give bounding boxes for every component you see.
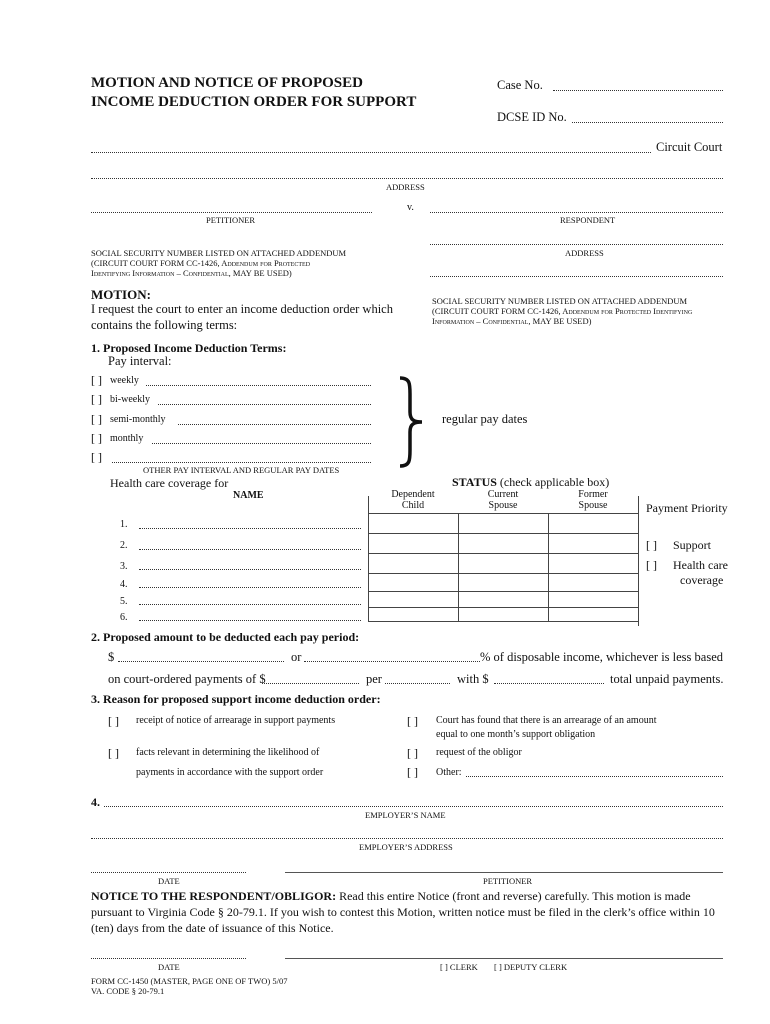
status-cell[interactable] bbox=[549, 514, 639, 534]
biweekly-label: bi-weekly bbox=[110, 394, 150, 405]
per-label: per bbox=[366, 672, 382, 686]
status-cell[interactable] bbox=[459, 574, 549, 592]
dcse-id-field[interactable] bbox=[572, 122, 723, 123]
status-cell[interactable] bbox=[369, 554, 459, 574]
status-cell[interactable] bbox=[459, 554, 549, 574]
per-field[interactable] bbox=[385, 683, 450, 684]
percent-field[interactable] bbox=[304, 661, 480, 662]
ssn-left-line3: Identifying Information – Confidential, MAY BE USED) bbox=[91, 268, 292, 278]
status-grid bbox=[368, 513, 639, 622]
section1-heading: 1. Proposed Income Deduction Terms: bbox=[91, 341, 287, 355]
percent-text: % of disposable income, whichever is less based bbox=[480, 650, 723, 664]
respondent-address-field-2[interactable] bbox=[430, 276, 723, 277]
status-cell[interactable] bbox=[459, 608, 549, 622]
court-ordered-label: on court-ordered payments of $ bbox=[108, 672, 266, 686]
status-cell[interactable] bbox=[459, 592, 549, 608]
reason-right-1b: equal to one month’s support obligation bbox=[436, 729, 596, 740]
case-no-field[interactable] bbox=[553, 90, 723, 91]
form-title-line2: INCOME DEDUCTION ORDER FOR SUPPORT bbox=[91, 94, 417, 110]
weekly-dots bbox=[146, 385, 371, 386]
dependent-child-header: Dependent Child bbox=[391, 489, 435, 511]
semimonthly-dots bbox=[178, 424, 371, 425]
notice-line3: (ten) days from the date of issuance of this Notice. bbox=[91, 921, 334, 935]
weekly-checkbox[interactable]: [ ] bbox=[91, 373, 102, 387]
pay-interval-label: Pay interval: bbox=[108, 354, 172, 368]
ssn-left-line1: SOCIAL SECURITY NUMBER LISTED ON ATTACHED ADDENDUM bbox=[91, 248, 347, 258]
status-cell[interactable] bbox=[369, 514, 459, 534]
name-field-3[interactable] bbox=[139, 569, 361, 570]
status-cell[interactable] bbox=[549, 554, 639, 574]
ssn-right-line1: SOCIAL SECURITY NUMBER LISTED ON ATTACHED ADDENDUM bbox=[432, 296, 688, 306]
reason-checkbox-3[interactable]: [ ] bbox=[407, 714, 418, 728]
section4-number: 4. bbox=[91, 795, 100, 809]
reason-checkbox-1[interactable]: [ ] bbox=[108, 714, 119, 728]
weekly-label: weekly bbox=[110, 375, 139, 386]
status-cell[interactable] bbox=[369, 608, 459, 622]
reason-right-1a: Court has found that there is an arrearage of an amount bbox=[436, 715, 657, 726]
amount-field[interactable] bbox=[118, 661, 284, 662]
status-cell[interactable] bbox=[459, 534, 549, 554]
with-label: with $ bbox=[457, 672, 489, 686]
semimonthly-label: semi-monthly bbox=[110, 414, 166, 425]
status-cell[interactable] bbox=[549, 534, 639, 554]
grid-divider bbox=[368, 496, 369, 514]
address-field[interactable] bbox=[91, 178, 723, 179]
other-interval-label: OTHER PAY INTERVAL AND REGULAR PAY DATES bbox=[143, 465, 340, 475]
name-column-header: NAME bbox=[233, 490, 264, 501]
health-care-priority-label-2: coverage bbox=[680, 573, 724, 587]
monthly-label: monthly bbox=[110, 433, 144, 444]
versus-label: v. bbox=[407, 202, 414, 213]
date-label: DATE bbox=[158, 876, 180, 886]
reason-right-3: Other: bbox=[436, 767, 462, 778]
health-care-label: Health care coverage for bbox=[110, 476, 229, 490]
health-care-checkbox[interactable]: [ ] bbox=[646, 558, 657, 572]
ssn-right-line2: (CIRCUIT COURT FORM CC-1426, Addendum for Protected Identifying bbox=[432, 306, 693, 316]
biweekly-dots bbox=[158, 404, 371, 405]
support-checkbox[interactable]: [ ] bbox=[646, 538, 657, 552]
reason-right-2: request of the obligor bbox=[436, 747, 522, 758]
notice-line2: pursuant to Virginia Code § 20-79.1. If you wish to contest this Motion, written notice must be filed in the clerk’s office within 10 bbox=[91, 905, 715, 919]
payment-priority-label: Payment Priority bbox=[646, 501, 728, 515]
respondent-address-label: ADDRESS bbox=[565, 248, 604, 258]
grid-divider bbox=[638, 496, 639, 626]
reason-left-2b: payments in accordance with the support order bbox=[136, 767, 324, 778]
reason-left-1: receipt of notice of arrearage in support payments bbox=[136, 715, 336, 726]
other-reason-field[interactable] bbox=[466, 776, 723, 777]
former-spouse-header: Former Spouse bbox=[578, 489, 608, 511]
dollar-sign: $ bbox=[108, 650, 115, 664]
row-number: 5. bbox=[120, 596, 128, 607]
status-cell[interactable] bbox=[549, 574, 639, 592]
motion-text-line2: contains the following terms: bbox=[91, 318, 238, 332]
row-number: 6. bbox=[120, 612, 128, 623]
address-label: ADDRESS bbox=[386, 182, 425, 192]
right-brace-icon bbox=[394, 376, 428, 468]
form-number: FORM CC-1450 (MASTER, PAGE ONE OF TWO) 5/07 bbox=[91, 976, 288, 986]
petitioner-label: PETITIONER bbox=[206, 215, 256, 225]
reason-checkbox-2[interactable]: [ ] bbox=[108, 746, 119, 760]
with-field[interactable] bbox=[494, 683, 604, 684]
form-title-line1: MOTION AND NOTICE OF PROPOSED bbox=[91, 75, 363, 91]
clerk-checkbox[interactable]: [ ] CLERK bbox=[440, 962, 478, 972]
motion-text-line1: I request the court to enter an income deduction order which bbox=[91, 302, 393, 316]
row-number: 3. bbox=[120, 561, 128, 572]
footer-date-label: DATE bbox=[158, 962, 180, 972]
status-heading: STATUS (check applicable box) bbox=[452, 475, 610, 489]
semimonthly-checkbox[interactable]: [ ] bbox=[91, 412, 102, 426]
motion-heading: MOTION: bbox=[91, 287, 151, 302]
va-code: VA. CODE § 20-79.1 bbox=[91, 986, 165, 996]
reason-left-2a: facts relevant in determining the likelihood of bbox=[136, 747, 320, 758]
other-interval-checkbox[interactable]: [ ] bbox=[91, 450, 102, 464]
deputy-clerk-checkbox[interactable]: [ ] DEPUTY CLERK bbox=[494, 962, 568, 972]
respondent-label: RESPONDENT bbox=[560, 215, 616, 225]
reason-checkbox-5[interactable]: [ ] bbox=[407, 765, 418, 779]
health-care-priority-label: Health care bbox=[673, 558, 728, 572]
current-spouse-header: Current Spouse bbox=[487, 489, 519, 511]
status-cell[interactable] bbox=[369, 592, 459, 608]
date-field[interactable] bbox=[91, 872, 246, 873]
circuit-court-label: Circuit Court bbox=[656, 140, 723, 154]
reason-checkbox-4[interactable]: [ ] bbox=[407, 746, 418, 760]
other-interval-field[interactable] bbox=[112, 462, 371, 463]
ssn-right-line3: Information – Confidential, MAY BE USED) bbox=[432, 316, 592, 326]
monthly-dots bbox=[152, 443, 371, 444]
row-number: 4. bbox=[120, 579, 128, 590]
name-field-1[interactable] bbox=[139, 528, 361, 529]
name-field-6[interactable] bbox=[139, 620, 361, 621]
status-cell[interactable] bbox=[549, 592, 639, 608]
employer-name-label: EMPLOYER’S NAME bbox=[365, 810, 446, 820]
support-label: Support bbox=[673, 538, 712, 552]
section2-heading: 2. Proposed amount to be deducted each pay period: bbox=[91, 630, 360, 644]
employer-address-field[interactable] bbox=[91, 838, 723, 839]
status-cell[interactable] bbox=[459, 514, 549, 534]
ssn-left-line2: (CIRCUIT COURT FORM CC-1426, Addendum for Protected bbox=[91, 258, 311, 268]
respondent-address-field[interactable] bbox=[430, 244, 723, 245]
petitioner-signature-line[interactable] bbox=[285, 872, 723, 873]
status-cell[interactable] bbox=[369, 574, 459, 592]
row-number: 2. bbox=[120, 540, 128, 551]
case-no-label: Case No. bbox=[497, 78, 543, 92]
court-ordered-field[interactable] bbox=[262, 683, 359, 684]
section3-heading: 3. Reason for proposed support income deduction order: bbox=[91, 692, 381, 706]
or-label: or bbox=[291, 650, 302, 664]
name-field-5[interactable] bbox=[139, 604, 361, 605]
status-cell[interactable] bbox=[369, 534, 459, 554]
petitioner-field[interactable] bbox=[91, 212, 372, 213]
name-field-4[interactable] bbox=[139, 587, 361, 588]
status-cell[interactable] bbox=[549, 608, 639, 622]
total-unpaid-label: total unpaid payments. bbox=[610, 672, 724, 686]
employer-address-label: EMPLOYER’S ADDRESS bbox=[359, 842, 453, 852]
dcse-id-label: DCSE ID No. bbox=[497, 110, 567, 124]
biweekly-checkbox[interactable]: [ ] bbox=[91, 392, 102, 406]
respondent-field[interactable] bbox=[430, 212, 723, 213]
clerk-signature-line[interactable] bbox=[285, 958, 723, 959]
circuit-court-field[interactable] bbox=[91, 152, 651, 153]
notice-line1: NOTICE TO THE RESPONDENT/OBLIGOR: Read this entire Notice (front and reverse) carefully. This motion is made bbox=[91, 889, 691, 903]
name-field-2[interactable] bbox=[139, 549, 361, 550]
clerk-date-field[interactable] bbox=[91, 958, 246, 959]
row-number: 1. bbox=[120, 519, 128, 530]
petitioner-signature-label: PETITIONER bbox=[483, 876, 533, 886]
monthly-checkbox[interactable]: [ ] bbox=[91, 431, 102, 445]
regular-pay-dates-label: regular pay dates bbox=[442, 412, 528, 426]
employer-name-field[interactable] bbox=[104, 806, 723, 807]
